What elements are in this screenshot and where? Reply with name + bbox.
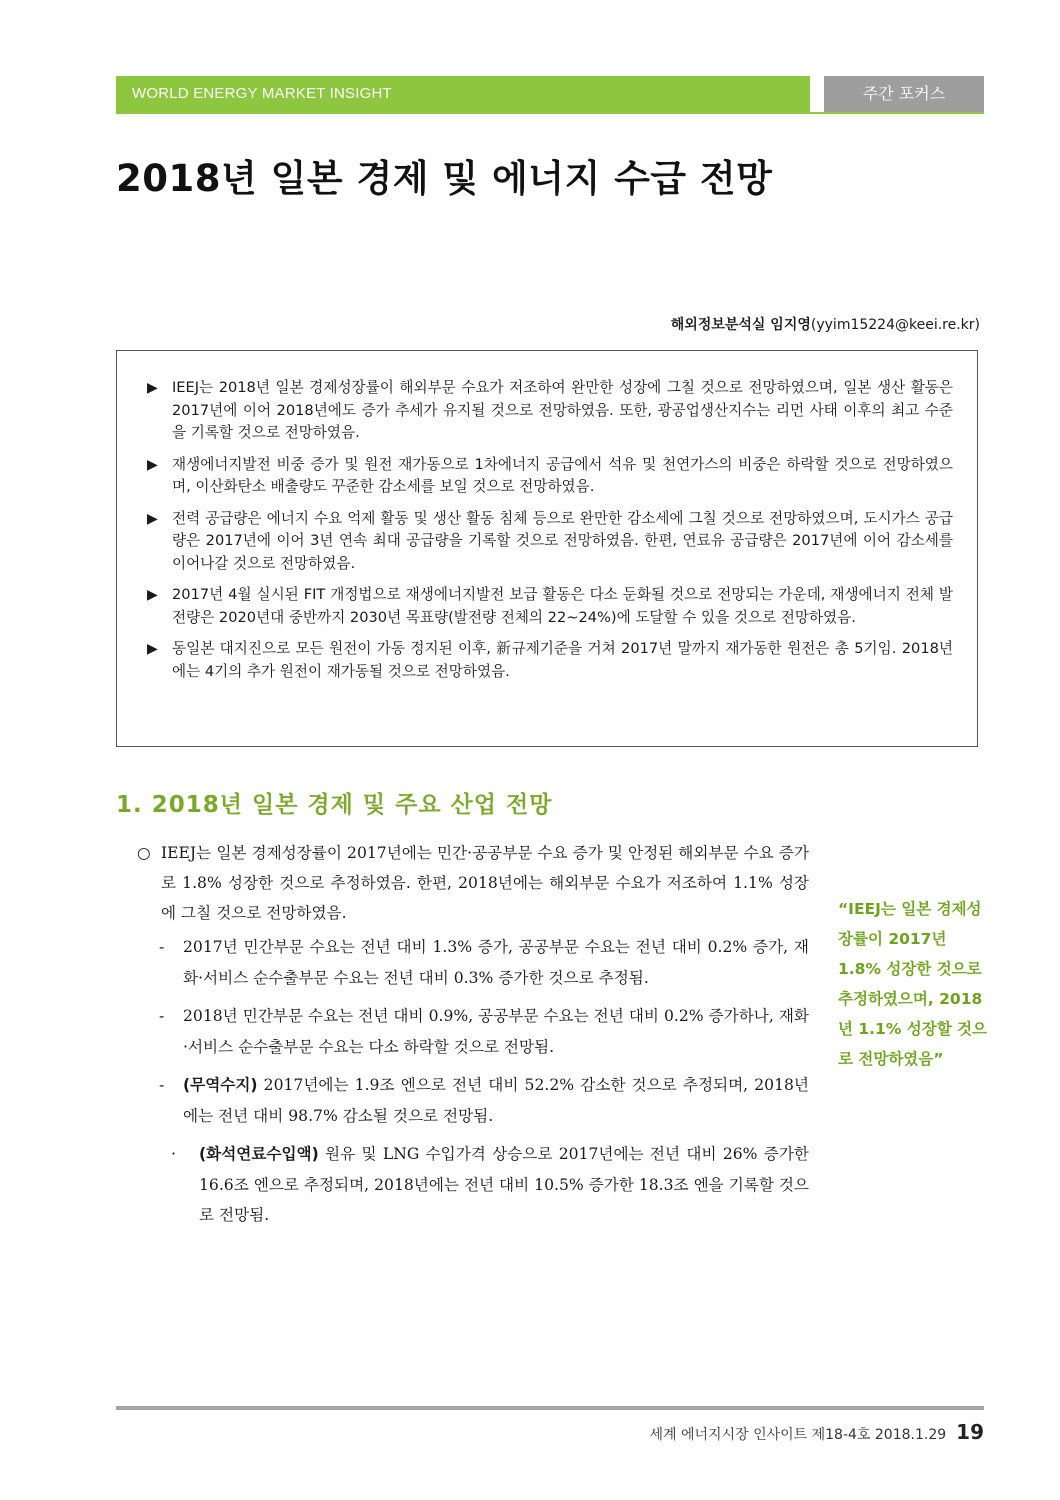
summary-text: IEEJ는 2018년 일본 경제성장률이 해외부문 수요가 저조하여 완만한 성장에 그칠 것으로 전망하였으며, 일본 생산 활동은 2017년에 이어 2018년에도 증가 추세가 유지될 것으로 전망하였음. 또한, 광공업생산지수는 리먼 사태 이후의 최고 수준을 기록할 것으로 전망하였음. (172, 379, 953, 441)
dot-item (137, 1139, 809, 1231)
dash-bullet-icon: - (159, 1007, 165, 1025)
main-paragraph (137, 838, 809, 928)
dash-item (137, 1001, 809, 1062)
summary-box (116, 350, 978, 747)
summary-item (147, 508, 953, 576)
trade-balance-label: (무역수지) (183, 1076, 258, 1094)
header-divider (116, 112, 984, 114)
summary-text: 동일본 대지진으로 모든 원전이 가동 정지된 이후, 新규제기준을 거쳐 2017년 말까지 재가동한 원전은 총 5기임. 2018년에는 4기의 추가 원전이 재가동될 것으로 전망하였음. (172, 640, 953, 680)
dot-text: 원유 및 LNG 수입가격 상승으로 2017년에는 전년 대비 26% 증가한 16.6조 엔으로 추정되며, 2018년에는 전년 대비 10.5% 증가한 18.3조 엔을 기록할 것으로 전망됨. (199, 1145, 809, 1224)
summary-item (147, 454, 953, 499)
right-triangle-icon: ▶ (147, 380, 158, 396)
section-body (137, 838, 809, 1231)
series-name: WORLD ENERGY MARKET INSIGHT (132, 85, 392, 102)
dash-text: 2017년 민간부문 수요는 전년 대비 1.3% 증가, 공공부문 수요는 전년 대비 0.2% 증가, 재화·서비스 순수출부문 수요는 전년 대비 0.3% 증가한 것으로 추정됨. (183, 938, 809, 987)
circle-bullet-icon: ○ (137, 844, 151, 862)
paragraph-text: IEEJ는 일본 경제성장률이 2017년에는 민간·공공부문 수요 증가 및 안정된 해외부문 수요 증가로 1.8% 성장한 것으로 추정하였음. 한편, 2018년에는 해외부문 수요가 저조하여 1.1% 성장에 그칠 것으로 전망하였음. (161, 844, 809, 922)
summary-item (147, 638, 953, 683)
dash-text: 2018년 민간부문 수요는 전년 대비 0.9%, 공공부문 수요는 전년 대비 0.2% 증가하나, 재화·서비스 순수출부문 수요는 다소 하락할 것으로 전망됨. (183, 1007, 809, 1056)
summary-item (147, 584, 953, 629)
author-line (671, 314, 980, 334)
fossil-import-label: (화석연료수입액) (199, 1145, 319, 1163)
pull-quote: “IEEJ는 일본 경제성장률이 2017년 1.8% 성장한 것으로 추정하였으며, 2018년 1.1% 성장할 것으로 전망하였음” (838, 900, 988, 1068)
dash-item (137, 1070, 809, 1131)
dash-text: 2017년에는 1.9조 엔으로 전년 대비 52.2% 감소한 것으로 추정되며, 2018년에는 전년 대비 98.7% 감소될 것으로 전망됨. (183, 1076, 809, 1125)
summary-text: 2017년 4월 실시된 FIT 개정법으로 재생에너지발전 보급 활동은 다소 둔화될 것으로 전망되는 가운데, 재생에너지 전체 발전량은 2020년대 중반까지 2030년 목표량(발전량 전체의 22~24%)에 도달할 수 있을 것으로 전망하였음. (172, 586, 953, 626)
right-triangle-icon: ▶ (147, 510, 158, 527)
header-bar (116, 76, 810, 112)
author-email: (yyim15224@keei.re.kr) (810, 317, 980, 333)
dot-bullet-icon: · (171, 1145, 176, 1163)
author-name: 해외정보분석실 임지영 (670, 317, 811, 333)
right-triangle-icon: ▶ (147, 456, 158, 473)
summary-text: 재생에너지발전 비중 증가 및 원전 재가동으로 1차에너지 공급에서 석유 및 천연가스의 비중은 하락할 것으로 전망하였으며, 이산화탄소 배출량도 꾸준한 감소세를 보일 것으로 전망하였음. (172, 455, 953, 495)
page-title: 2018년 일본 경제 및 에너지 수급 전망 (116, 157, 773, 200)
page-number: 19 (956, 1420, 984, 1444)
footer-divider (116, 1406, 984, 1410)
section-tag: 주간 포커스 (824, 76, 984, 112)
dash-item (137, 932, 809, 993)
right-triangle-icon: ▶ (147, 641, 158, 657)
dash-bullet-icon: - (159, 938, 165, 956)
section-heading: 1. 2018년 일본 경제 및 주요 산업 전망 (116, 792, 553, 818)
publication-info: 세계 에너지시장 인사이트 제18-4호 2018.1.29 (649, 1427, 947, 1443)
dash-bullet-icon: - (159, 1076, 165, 1094)
footer (650, 1420, 984, 1444)
right-triangle-icon: ▶ (147, 587, 158, 603)
summary-text: 전력 공급량은 에너지 수요 억제 활동 및 생산 활동 침체 등으로 완만한 감소세에 그칠 것으로 전망하였으며, 도시가스 공급량은 2017년에 이어 3년 연속 최대 공급량을 기록할 것으로 전망하였음. 한편, 연료유 공급량은 2017년에 이어 감소세를 이어나갈 것으로 전망하였음. (172, 509, 953, 572)
summary-item (147, 377, 953, 445)
summary-list (147, 377, 953, 692)
